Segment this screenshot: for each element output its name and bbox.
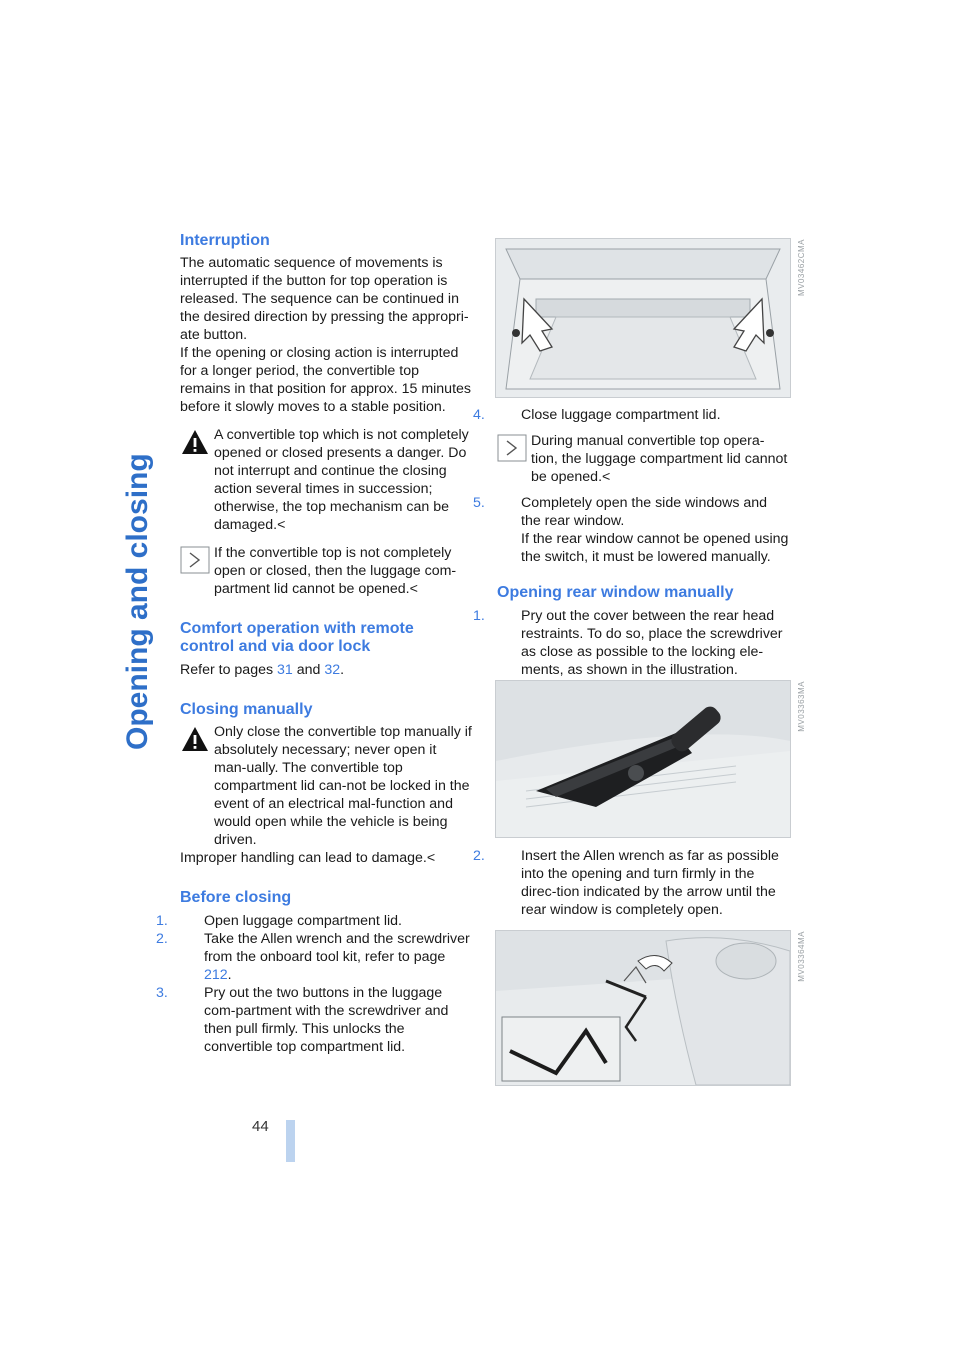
warning-note-1 [180,426,472,534]
warning-text-2: Only close the convertible top manually if absolutely necessary; never open it man-ually. The convertible top compartment lid can-not be locked in the event of an electrical mal-function and would open while the vehicle is being driven. [214,724,472,848]
list-item: 5. Completely open the side windows and the rear window. If the rear window cannot be opened using the switch, it must be lowered manually. [473,495,789,565]
page-link-32[interactable]: 32 [324,662,341,678]
list-item: 2. Insert the Allen wrench as far as possible into the opening and turn firmly in the direc-tion indicated by the arrow until the rear window is completely open. [473,848,779,918]
figure-code: MV03364MA [797,931,806,982]
interruption-heading: Interruption [180,232,270,249]
cover-pry-illustration [496,681,790,837]
comfort-heading: Comfort operation with remote control and via door lock [180,620,414,655]
info-note-2 [497,432,789,486]
luggage-compartment-figure [495,238,806,398]
warning-triangle-icon [180,725,210,753]
note-text-2: During manual convertible top opera-tion, the luggage compartment lid cannot be opened.< [531,433,788,485]
before-closing-heading: Before closing [180,889,292,906]
warning-note-2 [180,723,472,849]
luggage-compartment-illustration [496,239,790,397]
cover-pry-figure [495,680,806,838]
page-link-31[interactable]: 31 [277,662,293,678]
opening-rear-window-heading: Opening rear window manually [497,584,734,601]
left-column [156,232,472,1056]
refer-pages-text: Refer to pages 31 and 32. [180,662,345,678]
interruption-paragraph-1: The automatic sequence of movements is interrupted if the button for top operation is released. The sequence can be continued in the desired direction by pressing the appropri-ate button. [180,255,469,343]
list-item: 1. Pry out the cover between the rear head restraints. To do so, place the screwdriver as close as possible to the locking ele-ments, as shown in the illustration. [473,608,783,678]
before-closing-steps [156,912,472,1056]
list-item: 1. Open luggage compartment lid. [156,913,402,929]
page-link-212[interactable]: 212 [204,967,228,983]
note-arrow-icon [180,546,210,574]
figure-code: MV03363MA [797,681,806,732]
right-column-step2 [473,847,789,919]
right-column-steps [473,406,789,679]
warning-triangle-icon [180,428,210,456]
interruption-paragraph-2: If the opening or closing action is interrupted for a longer period, the convertible top remains in that position for approx. 15 minutes before it slowly moves to a stable position. [180,345,471,415]
list-item: 3. Pry out the two buttons in the luggage com-partment with the screwdriver and then pull firmly. This unlocks the convertible top compartment lid. [156,985,449,1055]
info-note-1 [180,544,472,598]
figure-code: MV03462CMA [797,239,806,297]
allen-wrench-figure [495,930,806,1086]
chapter-side-title: Opening and closing [121,453,154,750]
note-text-1: If the convertible top is not completely open or closed, then the luggage com-partment lid cannot be opened.< [214,545,457,597]
warning-text-1: A convertible top which is not completely opened or closed presents a danger. Do not interrupt and continue the closing action several times in succession; otherwise, the top mechanism can be damaged.< [214,427,469,533]
list-item: 4. Close luggage compartment lid. [473,407,721,423]
closing-manually-heading: Closing manually [180,701,313,718]
page-marker-bar [286,1120,295,1162]
list-item: 2. Take the Allen wrench and the screwdriver from the onboard tool kit, refer to page 212. [156,931,470,983]
allen-wrench-illustration [496,931,790,1085]
note-arrow-icon [497,434,527,462]
warning-text-2-tail: Improper handling can lead to damage.< [180,850,436,866]
page-number: 44 [252,1118,269,1135]
